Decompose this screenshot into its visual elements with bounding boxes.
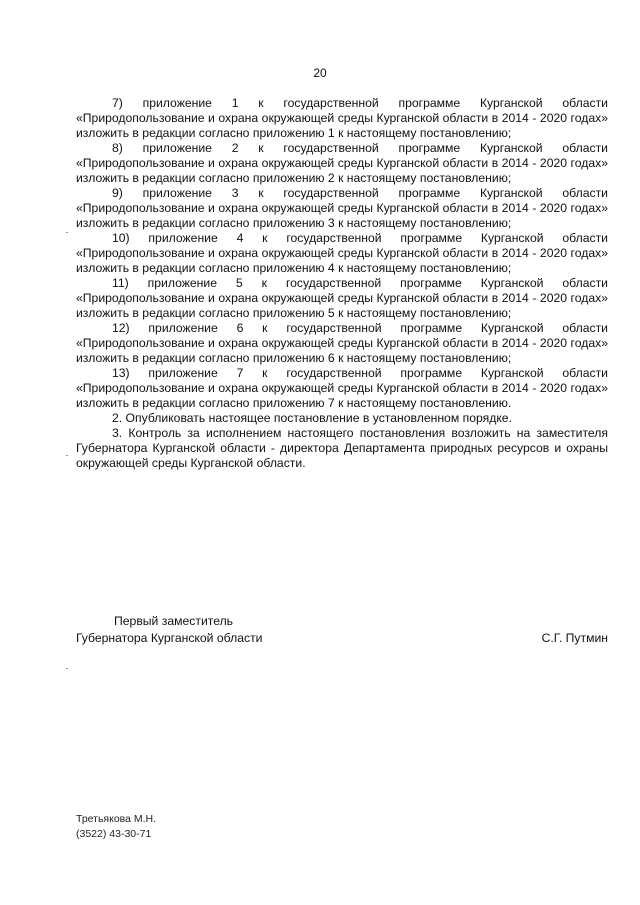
item-first-line: 12) приложение 6 к государственной программе Курганской области (112, 321, 608, 335)
document-body (76, 96, 608, 471)
list-item (76, 366, 608, 411)
signature-block (76, 613, 608, 647)
list-item (76, 96, 608, 141)
signatory-position-line1: Первый заместитель (114, 614, 234, 628)
signatory-position-line2: Губернатора Курганской области (76, 631, 263, 645)
item-continuation: «Природопользование и охрана окружающей среды Курганской области в 2014 - 2020 годах» изложить в редакции согласно приложению 1 к настоящему постановлению; (76, 111, 608, 140)
item-first-line: 8) приложение 2 к государственной программе Курганской области (112, 141, 608, 155)
item-continuation: «Природопользование и охрана окружающей среды Курганской области в 2014 - 2020 годах» изложить в редакции согласно приложению 6 к настоящему постановлению; (76, 336, 608, 365)
item-first-line: 13) приложение 7 к государственной программе Курганской области (112, 366, 608, 380)
item-continuation: «Природопользование и охрана окружающей среды Курганской области в 2014 - 2020 годах» изложить в редакции согласно приложению 4 к настоящему постановлению; (76, 246, 608, 275)
executor-phone: (3522) 43-30-71 (76, 828, 152, 840)
item-continuation: «Природопользование и охрана окружающей среды Курганской области в 2014 - 2020 годах» изложить в редакции согласно приложению 7 к настоящему постановлению. (76, 381, 608, 410)
item-continuation: «Природопользование и охрана окружающей среды Курганской области в 2014 - 2020 годах» изложить в редакции согласно приложению 2 к настоящему постановлению; (76, 156, 608, 185)
clause-publish: 2. Опубликовать настоящее постановление в установленном порядке. (112, 411, 512, 425)
item-continuation: «Природопользование и охрана окружающей среды Курганской области в 2014 - 2020 годах» изложить в редакции согласно приложению 5 к настоящему постановлению; (76, 291, 608, 320)
signatory-name: С.Г. Путмин (541, 631, 608, 645)
executor-block (76, 812, 156, 842)
item-continuation: «Природопользование и охрана окружающей среды Курганской области в 2014 - 2020 годах» изложить в редакции согласно приложению 3 к настоящему постановлению; (76, 201, 608, 230)
item-first-line: 9) приложение 3 к государственной программе Курганской области (112, 186, 608, 200)
list-item (76, 321, 608, 366)
list-item (76, 186, 608, 231)
clause-control: 3. Контроль за исполнением настоящего постановления возложить на заместителя Губернатора Курганской области - директора Департамента природных ресурсов и охраны окружающей среды Курганской области. (76, 426, 608, 470)
item-first-line: 11) приложение 5 к государственной программе Курганской области (112, 276, 608, 290)
signature-row (76, 630, 608, 647)
scan-speck (66, 232, 68, 233)
list-item (76, 276, 608, 321)
scan-speck (66, 455, 68, 456)
item-first-line: 7) приложение 1 к государственной программе Курганской области (112, 96, 608, 110)
list-item (76, 141, 608, 186)
scan-speck (66, 668, 68, 669)
item-first-line: 10) приложение 4 к государственной программе Курганской области (112, 231, 608, 245)
list-item (76, 231, 608, 276)
executor-name: Третьякова М.Н. (76, 813, 157, 825)
page-number: 20 (313, 66, 327, 80)
